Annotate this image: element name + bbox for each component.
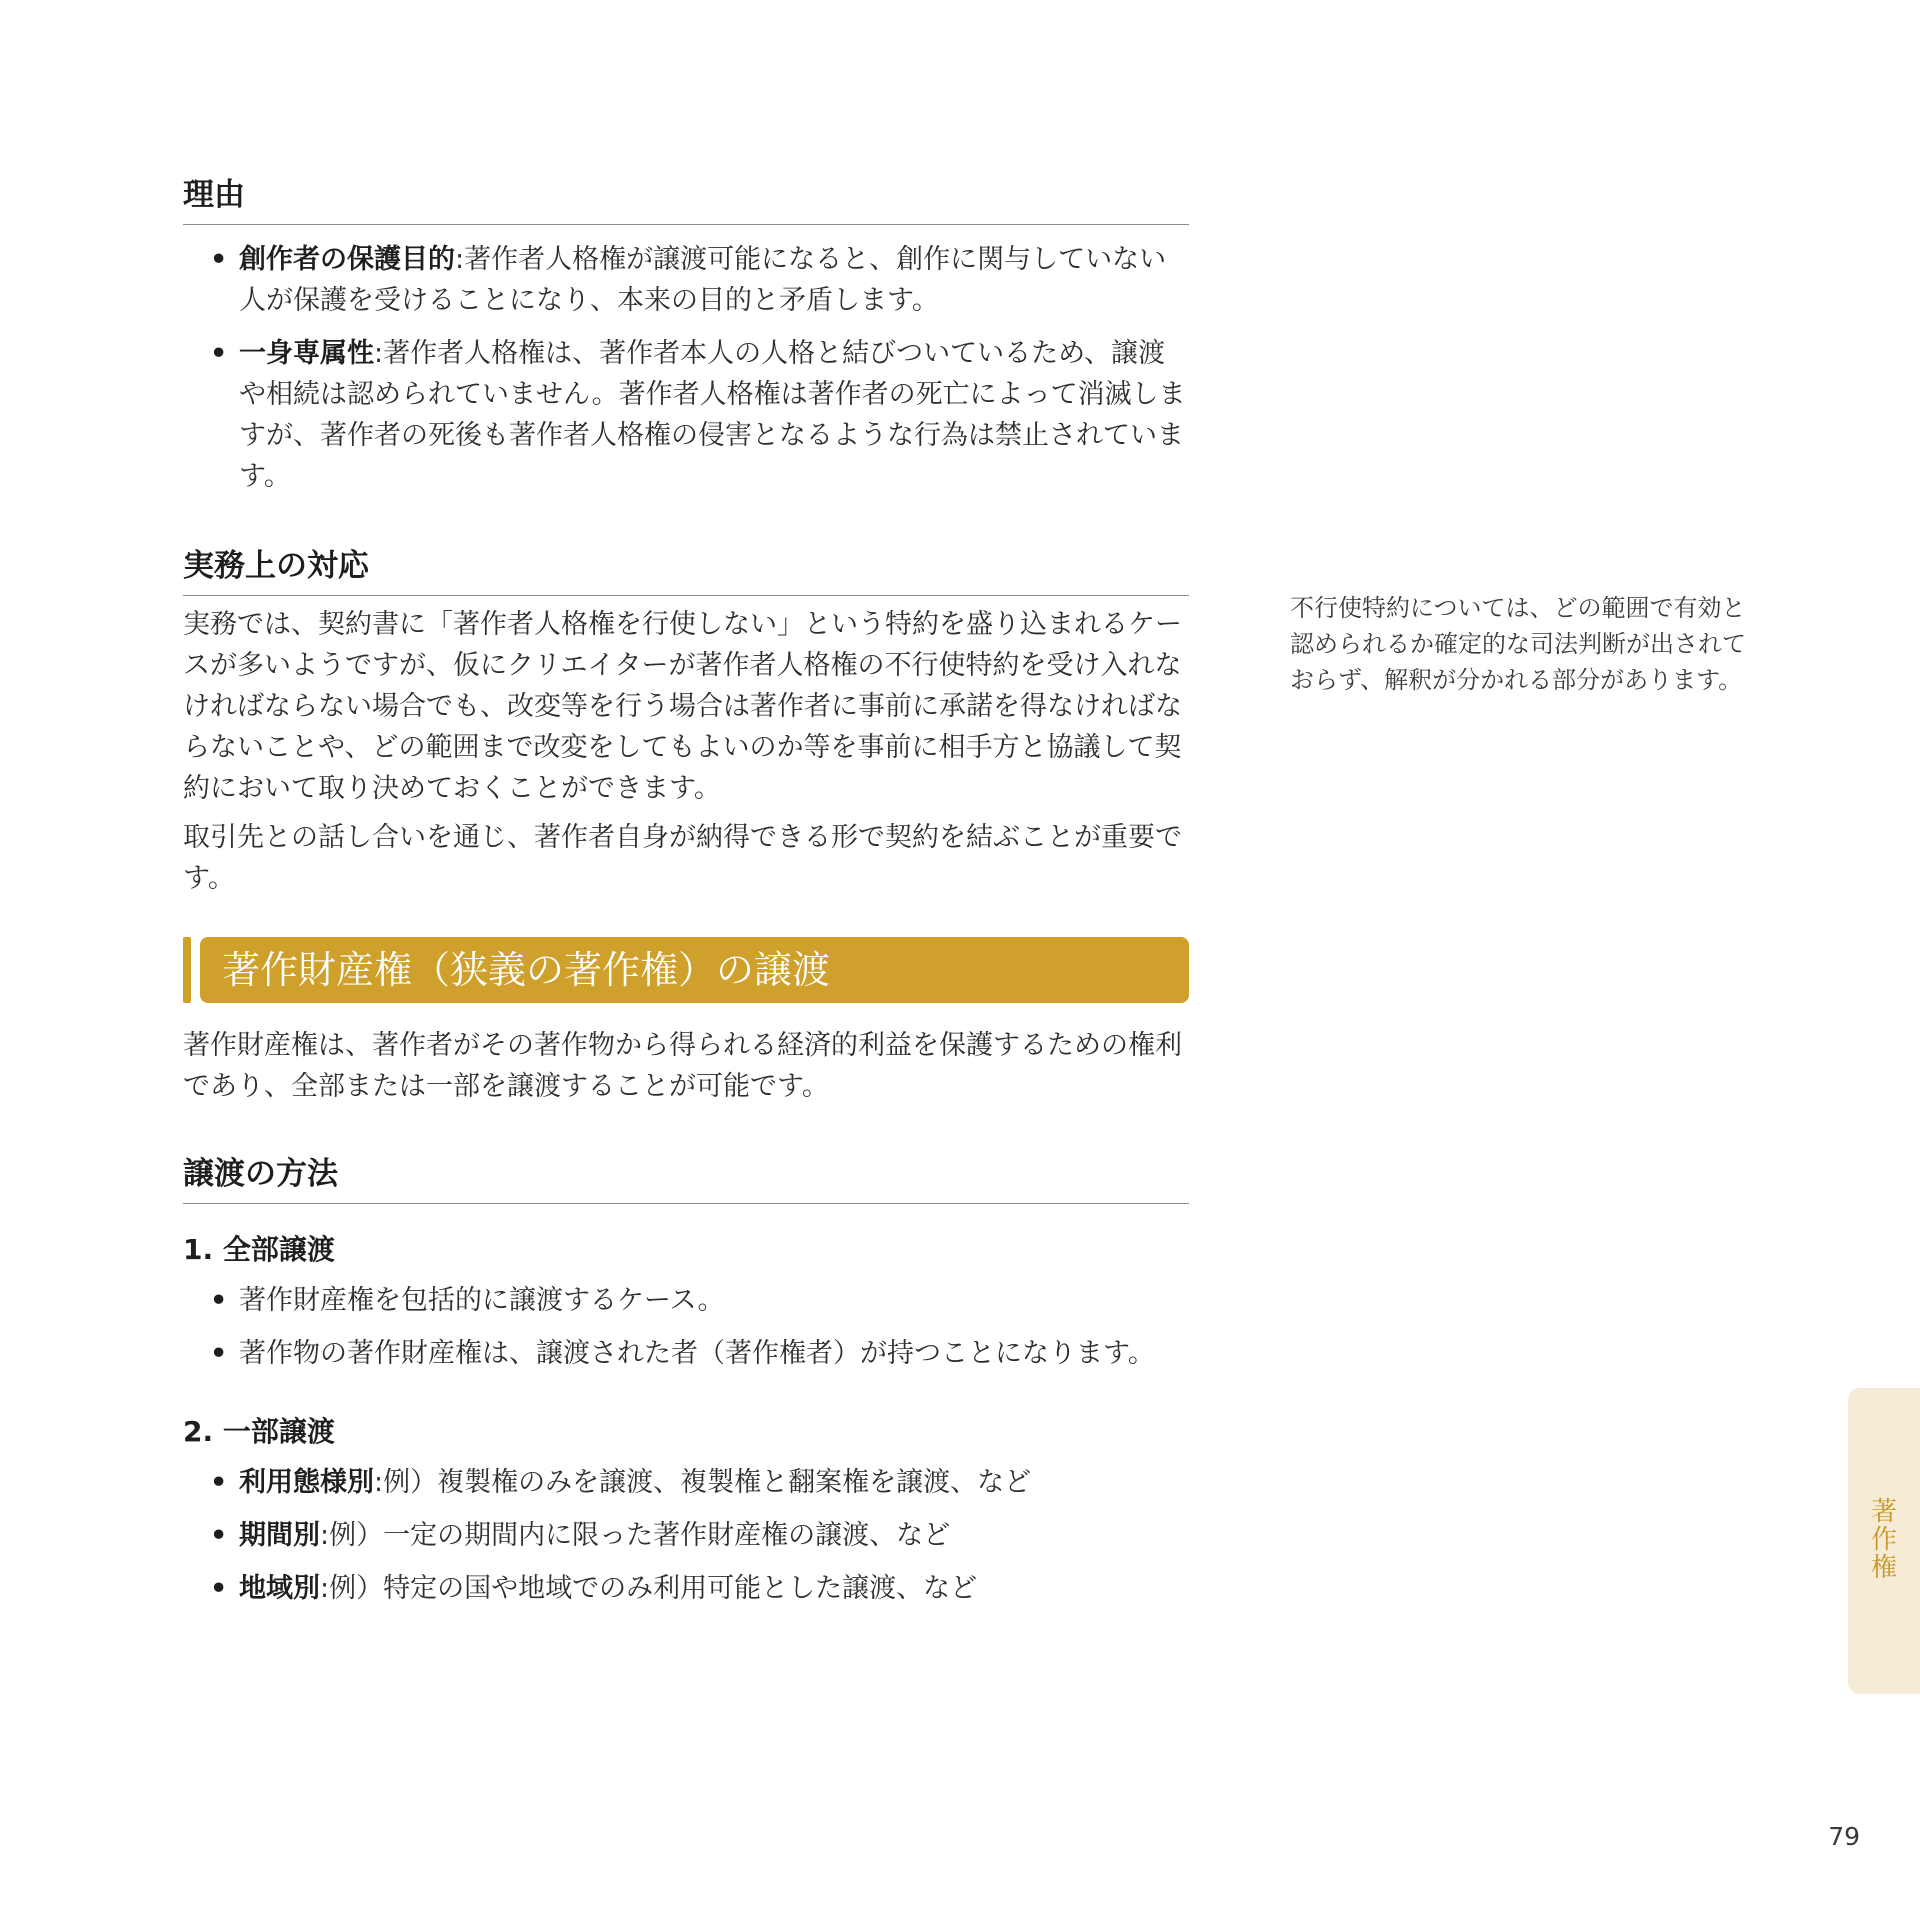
item-text: 著作物の著作財産権は、譲渡された者（著作権者）が持つことになります。 (239, 1338, 1155, 1369)
chapter-tab-char: 権 (1870, 1553, 1897, 1583)
section-title-edge (183, 937, 191, 1003)
section-title: 著作財産権（狭義の著作権）の譲渡 (200, 937, 1189, 1003)
chapter-tab (1848, 1388, 1920, 1694)
bullet-dot: • (210, 338, 228, 369)
item-term: 一身専属性 (239, 338, 374, 369)
item-text: :著作者人格権は、著作者本人の人格と結びついているため、譲渡や相続は認められていません。著作者人格権は著作者の死亡によって消滅しますが、著作者の死後も著作者人格権の侵害となるような行為は禁止されています。 (239, 338, 1186, 492)
practice-paragraph-1: 実務では、契約書に「著作者人格権を行使しない」という特約を盛り込まれるケースが多いようですが、仮にクリエイターが著作者人格権の不行使特約を受け入れなければならない場合でも、改変等を行う場合は著作者に事前に承諾を得なければならないことや、どの範囲まで改変をしてもよいのか等を事前に相手方と協議して契約において取り決めておくことができます。 (183, 609, 1182, 804)
heading-practice: 実務上の対応 (183, 541, 1189, 596)
item-term: 期間別 (239, 1520, 320, 1551)
section-intro: 著作財産権は、著作者がその著作物から得られる経済的利益を保護するための権利であり、全部または一部を譲渡することが可能です。 (183, 1030, 1182, 1102)
subheading-partial-transfer: 2. 一部譲渡 (183, 1415, 335, 1448)
item-term: 創作者の保護目的 (239, 244, 455, 275)
list-item (183, 1568, 1189, 1609)
bullet-dot: • (210, 1467, 228, 1498)
heading-method: 譲渡の方法 (183, 1149, 1189, 1204)
heading-reason: 理由 (183, 170, 1189, 225)
chapter-tab-label (1848, 1498, 1920, 1582)
item-text: :著作者人格権が譲渡可能になると、創作に関与していない人が保護を受けることになり、本来の目的と矛盾します。 (239, 244, 1167, 316)
bullet-dot: • (210, 244, 228, 275)
item-text: :例）複製権のみを譲渡、複製権と翻案権を譲渡、など (374, 1467, 1032, 1498)
list-item (183, 1333, 1189, 1374)
item-text: :例）一定の期間内に限った著作財産権の譲渡、など (320, 1520, 951, 1551)
chapter-tab-char: 作 (1870, 1525, 1897, 1555)
item-text: 著作財産権を包括的に譲渡するケース。 (239, 1285, 725, 1316)
bullet-dot: • (210, 1338, 228, 1369)
bullet-dot: • (210, 1285, 228, 1316)
practice-paragraph-2: 取引先との話し合いを通じ、著作者自身が納得できる形で契約を結ぶことが重要です。 (183, 822, 1182, 894)
item-term: 利用態様別 (239, 1467, 374, 1498)
list-item (183, 1462, 1189, 1503)
bullet-dot: • (210, 1573, 228, 1604)
side-note: 不行使特約については、どの範囲で有効と認められるか確定的な司法判断が出されておらず、解釈が分かれる部分があります。 (1290, 594, 1746, 694)
full-transfer-list (183, 1280, 1189, 1374)
item-text: :例）特定の国や地域でのみ利用可能とした譲渡、など (320, 1573, 978, 1604)
list-item (183, 1515, 1189, 1556)
chapter-tab-char: 著 (1870, 1497, 1897, 1527)
partial-transfer-list (183, 1462, 1189, 1609)
main-column (183, 170, 1189, 1621)
bullet-dot: • (210, 1520, 228, 1551)
reason-list (183, 239, 1189, 497)
section-title-band (183, 937, 1189, 1003)
item-term: 地域別 (239, 1573, 320, 1604)
list-item (183, 333, 1189, 497)
list-item (183, 1280, 1189, 1321)
page-number: 79 (1828, 1822, 1860, 1851)
list-item (183, 239, 1189, 321)
subheading-full-transfer: 1. 全部譲渡 (183, 1233, 335, 1266)
